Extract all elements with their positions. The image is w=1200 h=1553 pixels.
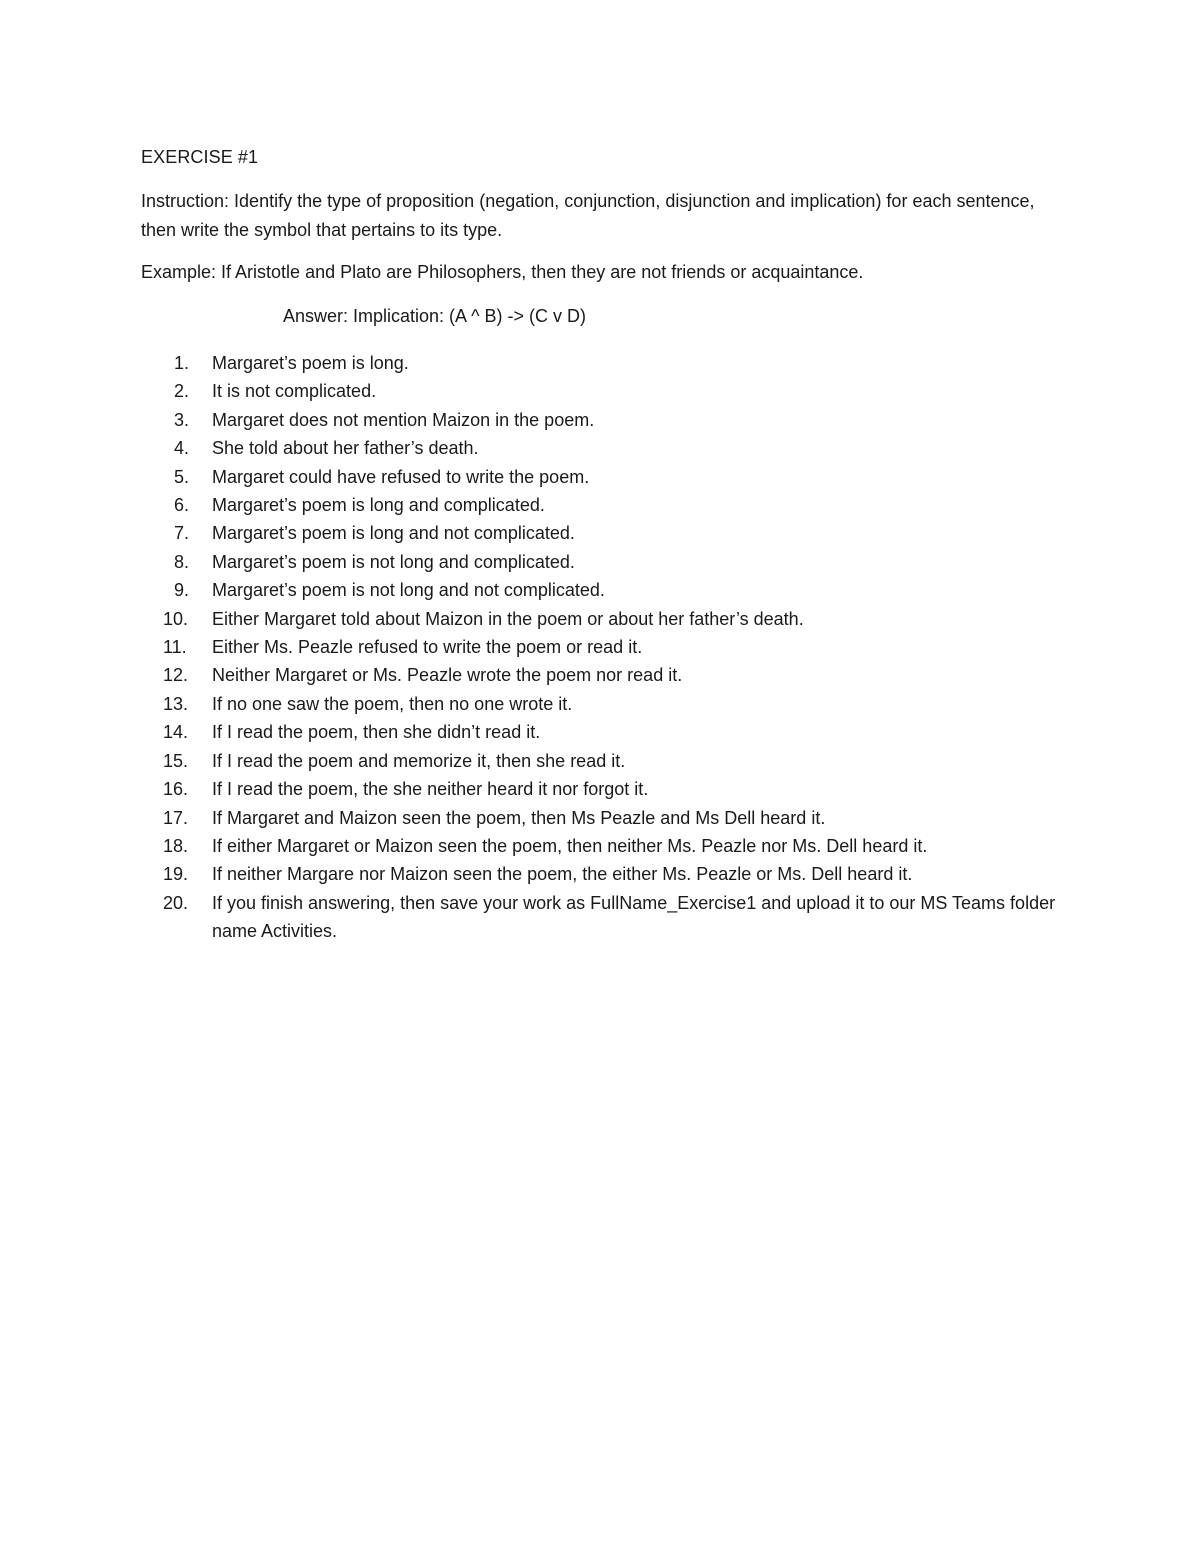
item-number: 19. [163,864,189,885]
list-item [141,747,1071,775]
item-number: 11. [163,637,187,658]
item-number: 9. [174,580,190,601]
item-number: 15. [163,750,189,771]
item-text: If no one saw the poem, then no one wrote it. [212,693,573,714]
item-number: 1. [174,353,190,373]
item-text: If I read the poem and memorize it, then she read it. [212,750,626,771]
item-number: 12. [163,665,189,686]
exercise-list [141,349,1071,946]
item-number: 5. [174,466,190,487]
list-item [141,463,1071,491]
list-item [141,377,1071,405]
list-item [141,661,1071,689]
item-number: 16. [163,779,189,800]
item-text: If Margaret and Maizon seen the poem, then Ms Peazle and Ms Dell heard it. [212,807,826,828]
item-number: 13. [163,693,189,714]
item-text: She told about her father’s death. [212,438,479,459]
item-text: If neither Margare nor Maizon seen the poem, the either Ms. Peazle or Ms. Dell heard it. [212,864,913,885]
item-text: Either Ms. Peazle refused to write the poem or read it. [212,637,643,658]
item-text: Either Margaret told about Maizon in the poem or about her father’s death. [212,608,804,629]
example-answer: Answer: Implication: (A ^ B) -> (C v D) [283,306,587,326]
list-item [141,860,1071,888]
item-number: 4. [174,438,190,459]
item-text: If either Margaret or Maizon seen the poem, then neither Ms. Peazle nor Ms. Dell heard it. [212,835,928,856]
item-text: Margaret’s poem is long. [212,353,409,373]
item-text: Margaret’s poem is long and complicated. [212,495,545,516]
item-text: Margaret’s poem is not long and not complicated. [212,580,605,601]
list-item [141,718,1071,746]
item-text: Margaret’s poem is long and not complicated. [212,523,575,544]
item-text: Neither Margaret or Ms. Peazle wrote the poem nor read it. [212,665,683,686]
list-item [141,434,1071,462]
list-item [141,804,1071,832]
list-item [141,576,1071,604]
list-item [141,349,1071,377]
list-item [141,548,1071,576]
list-item [141,633,1071,661]
item-text: If I read the poem, then she didn’t read it. [212,722,541,743]
item-text: If you finish answering, then save your work as FullName_Exercise1 and upload it to our MS Teams folder name Activities. [212,892,1056,942]
item-number: 2. [174,381,190,402]
instruction-text: Instruction: Identify the type of proposition (negation, conjunction, disjunction and implication) for each sentence, then write the symbol that pertains to its type. [141,191,1035,240]
item-text: Margaret’s poem is not long and complicated. [212,551,575,572]
list-item [141,690,1071,718]
item-text: If I read the poem, the she neither heard it nor forgot it. [212,779,649,800]
list-item [141,775,1071,803]
exercise-title: EXERCISE #1 [141,147,259,167]
item-number: 20. [163,892,189,913]
item-number: 8. [174,551,190,572]
list-item [141,519,1071,547]
item-number: 6. [174,495,190,516]
item-number: 14. [163,722,189,743]
item-number: 7. [174,523,190,544]
item-text: It is not complicated. [212,381,377,402]
item-number: 3. [174,409,190,430]
list-item [141,491,1071,519]
example-text: Example: If Aristotle and Plato are Philosophers, then they are not friends or acquaintance. [141,262,864,282]
item-number: 18. [163,835,189,856]
item-text: Margaret does not mention Maizon in the poem. [212,409,595,430]
item-text: Margaret could have refused to write the poem. [212,466,590,487]
list-item [141,889,1071,946]
list-item [141,406,1071,434]
item-number: 10. [163,608,189,629]
item-number: 17. [163,807,189,828]
list-item [141,605,1071,633]
list-item [141,832,1071,860]
